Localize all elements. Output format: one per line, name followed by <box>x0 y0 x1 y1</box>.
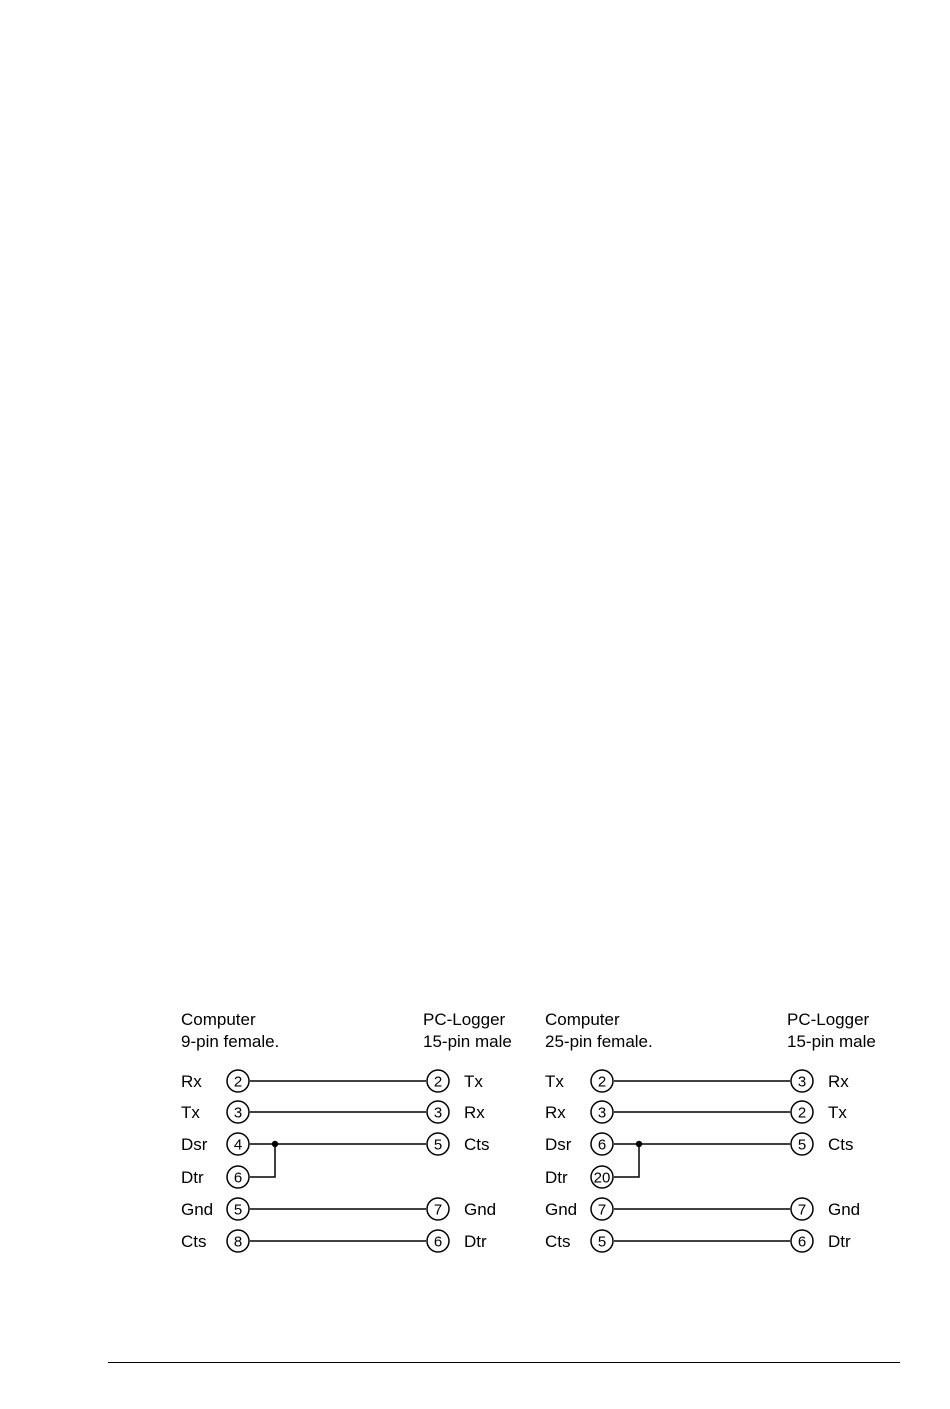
left-signal-label: Tx <box>181 1103 200 1122</box>
computer-connector: 25-pin female. <box>545 1032 653 1051</box>
left-pin-number: 20 <box>593 1169 611 1187</box>
right-signal-label: Tx <box>464 1072 483 1091</box>
left-signal-label: Dtr <box>181 1168 204 1187</box>
left-pin-number: 5 <box>233 1201 243 1219</box>
left-pin-number: 2 <box>597 1073 607 1091</box>
left-signal-label: Rx <box>545 1103 566 1122</box>
left-pin-number: 2 <box>233 1073 243 1091</box>
right-signal-label: Rx <box>464 1103 485 1122</box>
right-pin-number: 3 <box>433 1104 443 1122</box>
computer-title: Computer <box>181 1010 256 1029</box>
left-pin-number: 4 <box>233 1136 243 1154</box>
logger-title: PC-Logger <box>423 1010 506 1029</box>
computer-connector: 9-pin female. <box>181 1032 280 1051</box>
right-pin-number: 3 <box>797 1073 807 1091</box>
right-signal-label: Gnd <box>828 1200 861 1219</box>
left-signal-label: Dsr <box>545 1135 572 1154</box>
left-pin-number: 6 <box>597 1136 607 1154</box>
diagram-25pin <box>545 1010 876 1252</box>
right-signal-label: Tx <box>828 1103 847 1122</box>
logger-title: PC-Logger <box>787 1010 870 1029</box>
left-pin-number: 3 <box>597 1104 607 1122</box>
left-signal-label: Tx <box>545 1072 564 1091</box>
right-pin-number: 7 <box>797 1201 807 1219</box>
right-pin-number: 6 <box>797 1233 807 1251</box>
left-pin-number: 8 <box>233 1233 243 1251</box>
footer-rule <box>108 1362 900 1363</box>
left-signal-label: Gnd <box>181 1200 214 1219</box>
left-pin-number: 6 <box>233 1169 243 1187</box>
right-signal-label: Gnd <box>464 1200 497 1219</box>
right-pin-number: 5 <box>797 1136 807 1154</box>
right-pin-number: 7 <box>433 1201 443 1219</box>
loopback-wire <box>250 1144 275 1177</box>
left-signal-label: Cts <box>545 1232 571 1251</box>
loopback-wire <box>614 1144 639 1177</box>
left-signal-label: Rx <box>181 1072 202 1091</box>
right-signal-label: Cts <box>828 1135 854 1154</box>
right-signal-label: Cts <box>464 1135 490 1154</box>
left-signal-label: Dtr <box>545 1168 568 1187</box>
right-signal-label: Dtr <box>828 1232 851 1251</box>
right-pin-number: 2 <box>433 1073 443 1091</box>
left-pin-number: 3 <box>233 1104 243 1122</box>
logger-connector: 15-pin male <box>423 1032 512 1051</box>
right-signal-label: Rx <box>828 1072 849 1091</box>
left-pin-number: 5 <box>597 1233 607 1251</box>
right-pin-number: 5 <box>433 1136 443 1154</box>
diagram-9pin <box>181 1010 512 1252</box>
right-pin-number: 2 <box>797 1104 807 1122</box>
right-signal-label: Dtr <box>464 1232 487 1251</box>
computer-title: Computer <box>545 1010 620 1029</box>
logger-connector: 15-pin male <box>787 1032 876 1051</box>
left-signal-label: Gnd <box>545 1200 578 1219</box>
left-signal-label: Dsr <box>181 1135 208 1154</box>
left-pin-number: 7 <box>597 1201 607 1219</box>
left-signal-label: Cts <box>181 1232 207 1251</box>
right-pin-number: 6 <box>433 1233 443 1251</box>
